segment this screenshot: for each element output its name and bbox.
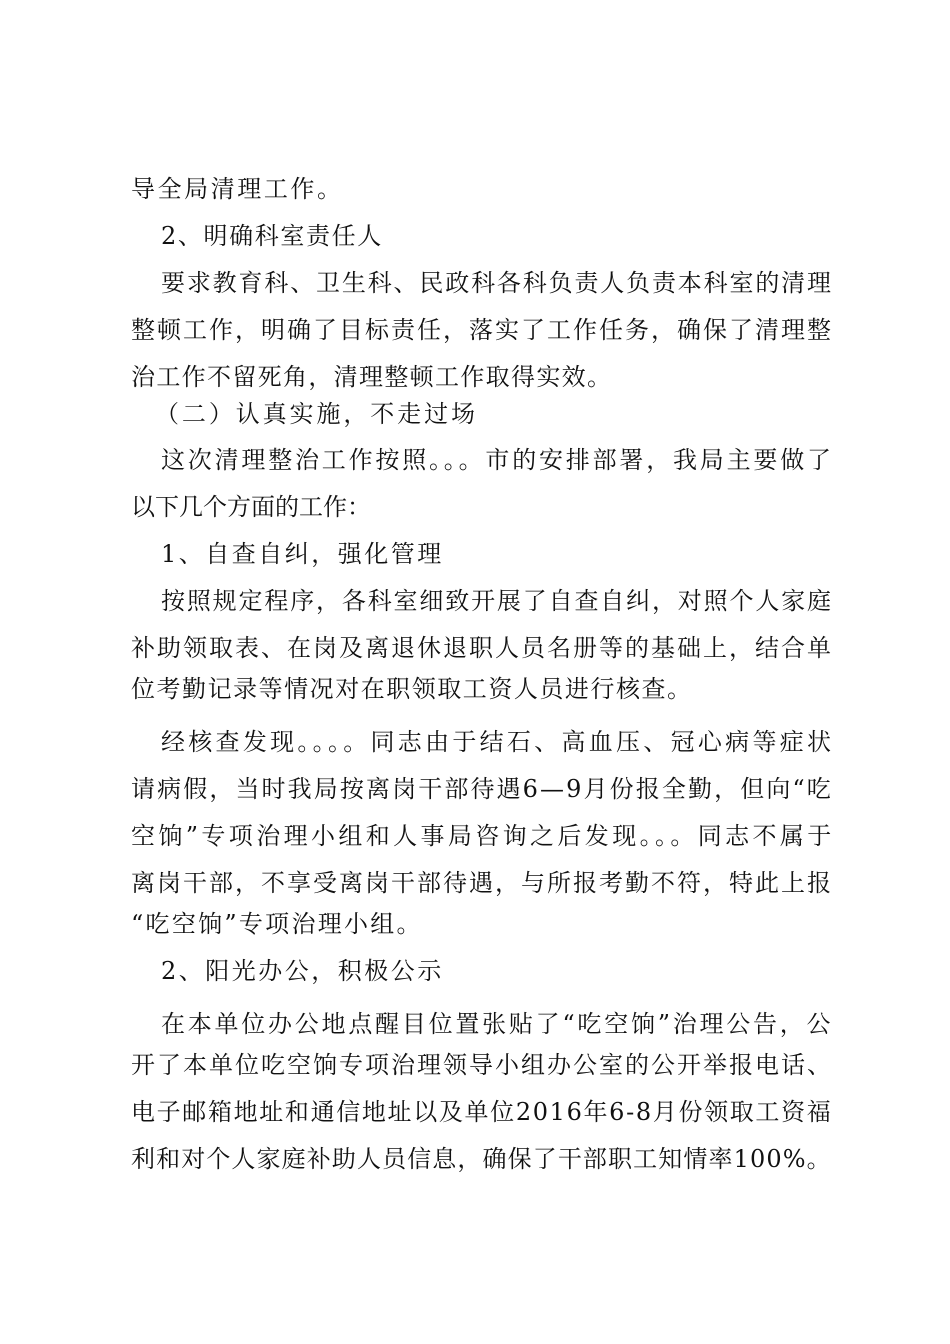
text-line-15: 空饷”专项治理小组和人事局咨询之后发现。。。同志不属于	[131, 822, 835, 850]
text-line-19: 在本单位办公地点醒目位置张贴了“吃空饷”治理公告，公	[161, 1010, 834, 1038]
text-line-8: 以下几个方面的工作：	[131, 493, 371, 521]
text-line-10: 按照规定程序，各科室细致开展了自查自纠，对照个人家庭	[161, 587, 833, 615]
text-line-22: 利和对个人家庭补助人员信息，确保了干部职工知情率100%。	[131, 1145, 832, 1173]
text-line-14: 请病假，当时我局按离岗干部待遇6—9月份报全勤，但向“吃	[131, 775, 833, 803]
text-line-21: 电子邮箱地址和通信地址以及单位2016年6-8月份领取工资福	[131, 1098, 833, 1126]
text-line-7: 这次清理整治工作按照。。。市的安排部署，我局主要做了	[161, 446, 834, 474]
text-line-3: 要求教育科、卫生科、民政科各科负责人负责本科室的清理	[161, 269, 833, 297]
text-line-5: 治工作不留死角，清理整顿工作取得实效。	[131, 363, 613, 391]
section-heading-9: 1、自查自纠，强化管理	[161, 540, 444, 568]
text-line-13: 经核查发现。。。。同志由于结石、高血压、冠心病等症状	[161, 728, 835, 756]
text-line-12: 位考勤记录等情况对在职领取工资人员进行核查。	[131, 675, 693, 703]
text-line-4: 整顿工作，明确了目标责任，落实了工作任务，确保了清理整	[131, 316, 833, 344]
section-heading-2: 2、明确科室责任人	[161, 222, 383, 250]
text-line-17: “吃空饷”专项治理小组。	[131, 910, 423, 938]
section-heading-6: （二）认真实施，不走过场	[155, 400, 478, 428]
text-line-1: 导全局清理工作。	[131, 175, 344, 203]
text-line-20: 开了本单位吃空饷专项治理领导小组办公室的公开举报电话、	[131, 1051, 833, 1079]
section-heading-18: 2、阳光办公，积极公示	[161, 957, 444, 985]
text-line-11: 补助领取表、在岗及离退休退职人员名册等的基础上，结合单	[131, 634, 833, 662]
text-line-16: 离岗干部，不享受离岗干部待遇，与所报考勤不符，特此上报	[131, 869, 833, 897]
